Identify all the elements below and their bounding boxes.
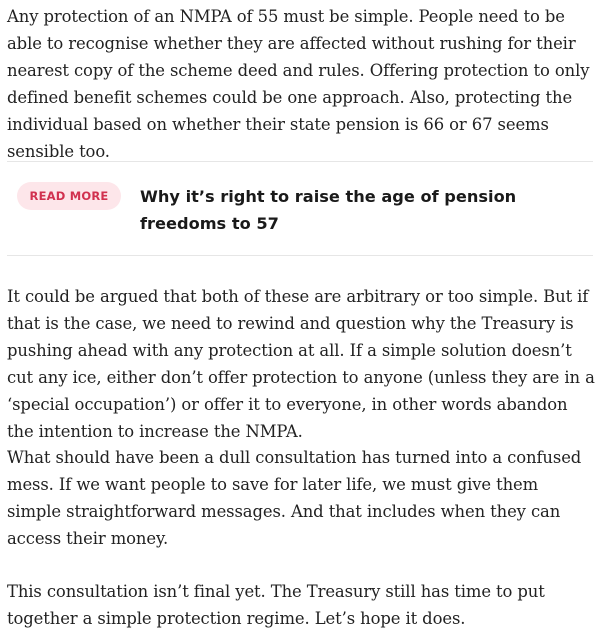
article-paragraph: Any protection of an NMPA of 55 must be simple. People need to be able to recognise whether they are affected without rushing for their nearest copy of the scheme deed and rules. Offering protection to only defined benefit schemes could be one approach. Also, protecting the individual based on whether their state pension is 66 or 67 seems sensible too. bbox=[7, 7, 590, 161]
article-paragraph: It could be argued that both of these are arbitrary or too simple. But if that is the case, we need to rewind and question why the Treasury is pushing ahead with any protection at all. If a simple solution doesn’t cut any ice, either don’t offer protection to anyone (unless they are in a ‘special occupation’) or offer it to everyone, in other words abandon the intention to increase the NMPA. bbox=[7, 287, 595, 441]
related-divider-top bbox=[7, 161, 593, 162]
article-paragraph: This consultation isn’t final yet. The Treasury still has time to put together a simple protection regime. Let’s hope it does. bbox=[7, 582, 545, 628]
article-paragraph: What should have been a dull consultation has turned into a confused mess. If we want people to save for later life, we must give them simple straightforward messages. And that includes when they can access their money. bbox=[7, 448, 582, 548]
read-more-badge[interactable]: READ MORE bbox=[17, 182, 121, 210]
related-article-link[interactable]: Why it’s right to raise the age of pension freedoms to 57 bbox=[140, 187, 517, 233]
related-divider-bottom bbox=[7, 255, 593, 256]
